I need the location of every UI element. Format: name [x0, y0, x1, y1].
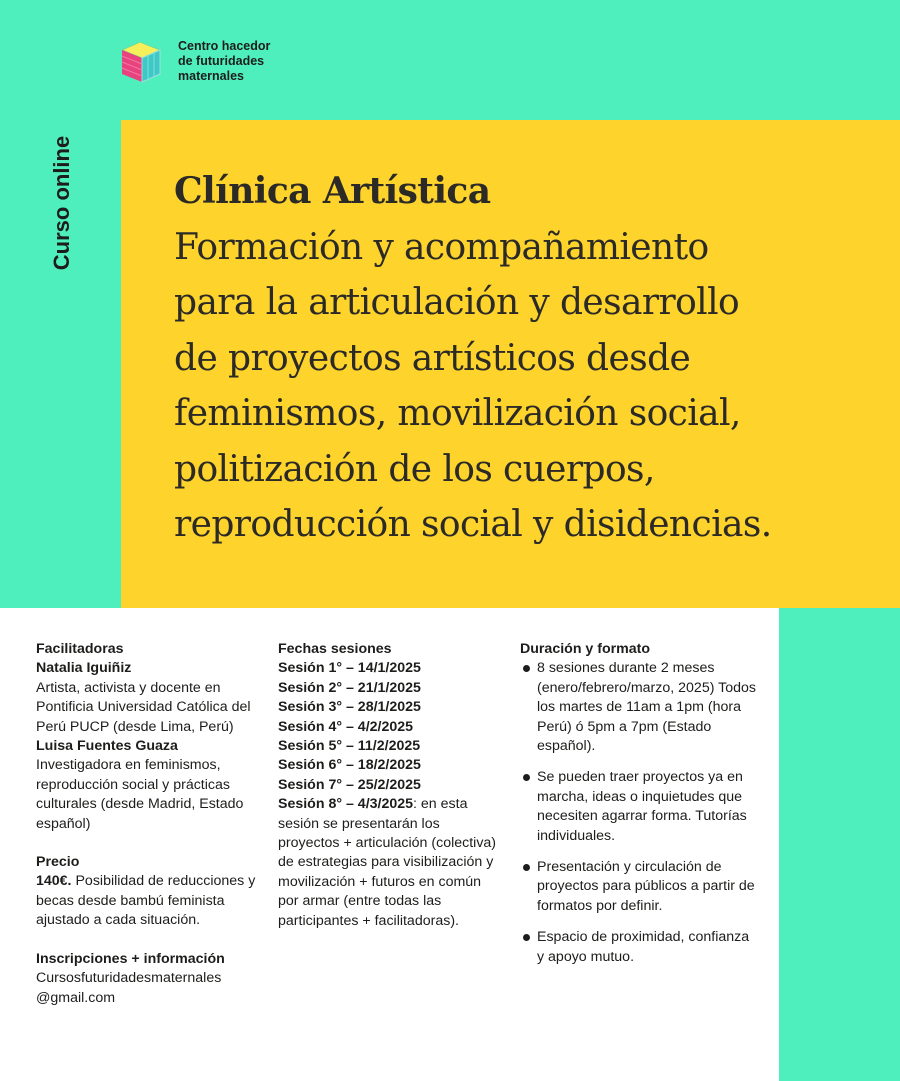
- session-item: Sesión 4° – 4/2/2025: [278, 718, 414, 735]
- facilitator-name: Luisa Fuentes Guaza: [36, 738, 178, 755]
- column-sessions: [278, 640, 503, 931]
- course-title: Clínica Artística: [174, 170, 491, 212]
- price-heading: Precio: [36, 854, 80, 871]
- bullet-dot-icon: [523, 774, 530, 781]
- session-item: Sesión 6° – 18/2/2025: [278, 757, 421, 774]
- format-bullet: Se pueden traer proyectos ya en marcha, ideas o inquietudes que necesiten agarrar forma. Tutorías individuales.: [520, 768, 760, 846]
- session-item: Sesión 3° – 28/1/2025: [278, 699, 421, 716]
- headline: [174, 164, 884, 553]
- subtitle-line: Formación y acompañamiento: [174, 226, 709, 268]
- format-list: [520, 659, 760, 967]
- price-text: [36, 872, 266, 930]
- session-item-final: Sesión 8° – 4/3/2025: en esta sesión se presentarán los proyectos + articulación (colectiva) de estrategias para visibilización y movilización + futuros en común por armar (entre todas las participantes + facilitadoras).: [278, 796, 497, 929]
- side-label: Curso online: [49, 135, 74, 271]
- brand-logo-cube: [118, 38, 164, 91]
- registration-email-domain[interactable]: @gmail.com: [36, 989, 116, 1006]
- brand-name-line: maternales: [178, 69, 245, 83]
- column-format: [520, 640, 760, 979]
- bullet-dot-icon: [523, 934, 530, 941]
- facilitator-bio: Artista, activista y docente en Pontificia Universidad Católica del Perú PUCP (desde Lima, Perú): [36, 679, 251, 735]
- price-description: Posibilidad de reducciones y becas desde bambú feminista ajustado a cada situación.: [36, 873, 256, 929]
- column-facilitators: [36, 640, 266, 1008]
- subtitle-line: de proyectos artísticos desde: [174, 337, 691, 379]
- price-amount: 140€.: [36, 873, 72, 890]
- bullet-dot-icon: [523, 665, 530, 672]
- subtitle-line: feminismos, movilización social,: [174, 393, 741, 434]
- brand-name: [178, 39, 318, 84]
- facilitator-bio: Investigadora en feminismos, reproducción social y prácticas culturales (desde Madrid, Estado español): [36, 757, 244, 832]
- format-bullet: Presentación y circulación de proyectos para públicos a partir de formatos por definir.: [520, 858, 760, 916]
- registration-heading: Inscripciones + información: [36, 950, 225, 967]
- facilitator-name: Natalia Iguiñiz: [36, 660, 132, 677]
- headline-panel: [121, 120, 900, 608]
- sessions-heading: Fechas sesiones: [278, 641, 392, 657]
- brand-name-line: Centro hacedor: [178, 39, 271, 53]
- subtitle-line: politización de los cuerpos,: [174, 448, 655, 490]
- facilitators-heading: Facilitadoras: [36, 641, 124, 657]
- subtitle-line: para la articulación y desarrollo: [174, 282, 740, 323]
- info-panel: [0, 608, 779, 1081]
- subtitle-line: reproducción social y disidencias.: [174, 504, 772, 545]
- brand-name-line: de futuridades: [178, 54, 265, 68]
- bullet-dot-icon: [523, 864, 530, 871]
- session-item: Sesión 2° – 21/1/2025: [278, 679, 421, 696]
- registration-email[interactable]: Cursosfuturidadesmaternales: [36, 970, 222, 987]
- format-heading: Duración y formato: [520, 641, 651, 657]
- format-bullet: 8 sesiones durante 2 meses (enero/febrero/marzo, 2025) Todos los martes de 11am a 1pm (hora Perú) ó 5pm a 7pm (Estado español).: [520, 659, 760, 756]
- session-item: Sesión 1° – 14/1/2025: [278, 660, 421, 677]
- session-item: Sesión 7° – 25/2/2025: [278, 776, 421, 793]
- format-bullet: Espacio de proximidad, confianza y apoyo mutuo.: [520, 928, 760, 967]
- session-item: Sesión 5° – 11/2/2025: [278, 738, 421, 755]
